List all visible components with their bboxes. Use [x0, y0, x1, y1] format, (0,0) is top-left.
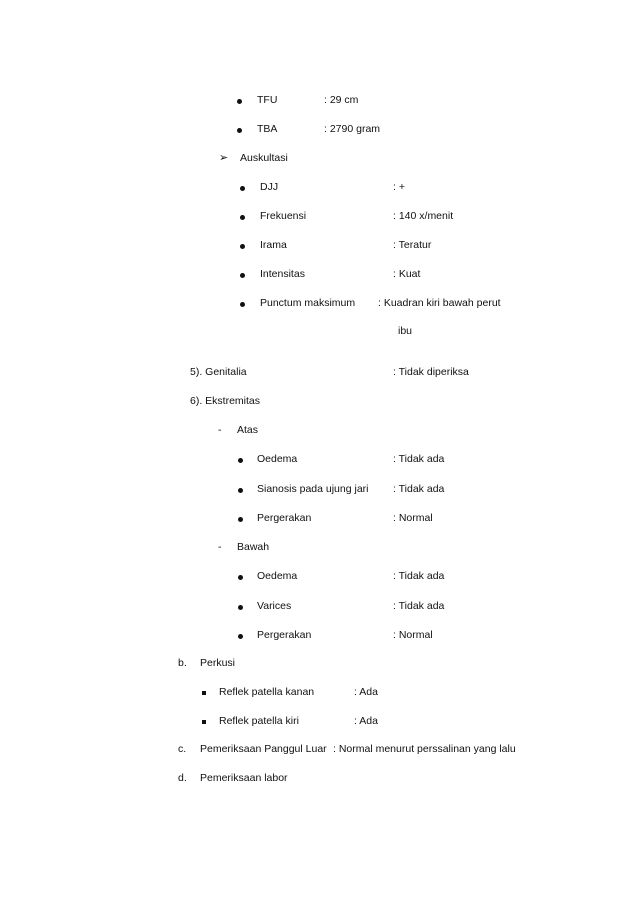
auskultasi-heading: Auskultasi: [240, 152, 288, 164]
patella-kanan-label: Reflek patella kanan: [219, 686, 315, 698]
patella-kiri-label: Reflek patella kiri: [219, 715, 299, 727]
frekuensi-label: Frekuensi: [260, 210, 307, 222]
atas-pergerakan-value: : Normal: [393, 512, 433, 524]
bawah-dash: -: [218, 541, 222, 553]
tba-label: TBA: [257, 123, 278, 135]
arrow-bullet-icon: ➢: [219, 152, 229, 164]
perkusi-label: Perkusi: [200, 657, 236, 669]
bullet-icon: [240, 244, 245, 249]
labor-marker: d.: [178, 772, 187, 784]
punctum-value: : Kuadran kiri bawah perut: [378, 297, 501, 309]
bullet-icon: [238, 634, 243, 639]
punctum-label: Punctum maksimum: [260, 297, 356, 309]
atas-oedema-label: Oedema: [257, 453, 298, 465]
bullet-icon: [238, 488, 243, 493]
varices-value: : Tidak ada: [393, 600, 445, 612]
intensitas-value: : Kuat: [393, 268, 421, 280]
atas-label: Atas: [237, 424, 259, 436]
tba-value: : 2790 gram: [324, 123, 381, 135]
patella-kanan-value: : Ada: [354, 686, 378, 698]
atas-oedema-value: : Tidak ada: [393, 453, 445, 465]
perkusi-marker: b.: [178, 657, 187, 669]
labor-label: Pemeriksaan labor: [200, 772, 288, 784]
irama-label: Irama: [260, 239, 287, 251]
djj-value: : +: [393, 181, 405, 193]
bullet-icon: [238, 458, 243, 463]
bawah-oedema-value: : Tidak ada: [393, 570, 445, 582]
atas-dash: -: [218, 424, 222, 436]
bawah-oedema-label: Oedema: [257, 570, 298, 582]
intensitas-label: Intensitas: [260, 268, 305, 280]
bullet-icon: [240, 273, 245, 278]
bullet-icon: [238, 605, 243, 610]
djj-label: DJJ: [260, 181, 279, 193]
panggul-marker: c.: [178, 743, 187, 755]
sianosis-value: : Tidak ada: [393, 483, 445, 495]
tfu-label: TFU: [257, 94, 278, 106]
panggul-label: Pemeriksaan Panggul Luar: [200, 743, 327, 755]
bullet-icon: [240, 215, 245, 220]
bullet-icon: [240, 186, 245, 191]
frekuensi-value: : 140 x/menit: [393, 210, 454, 222]
patella-kiri-value: : Ada: [354, 715, 378, 727]
irama-value: : Teratur: [393, 239, 432, 251]
genitalia-value: : Tidak diperiksa: [393, 366, 469, 378]
varices-label: Varices: [257, 600, 292, 612]
atas-pergerakan-label: Pergerakan: [257, 512, 312, 524]
sianosis-label: Sianosis pada ujung jari: [257, 483, 369, 495]
bawah-pergerakan-value: : Normal: [393, 629, 433, 641]
panggul-value: : Normal menurut perssalinan yang lalu: [333, 743, 516, 755]
tfu-value: : 29 cm: [324, 94, 359, 106]
punctum-value-cont: ibu: [398, 325, 413, 337]
ekstremitas-label: 6). Ekstremitas: [190, 395, 261, 407]
bullet-icon: [238, 575, 243, 580]
genitalia-label: 5). Genitalia: [190, 366, 247, 378]
square-bullet-icon: [202, 691, 206, 695]
square-bullet-icon: [202, 720, 206, 724]
bawah-label: Bawah: [237, 541, 270, 553]
bawah-pergerakan-label: Pergerakan: [257, 629, 312, 641]
bullet-icon: [238, 517, 243, 522]
bullet-icon: [237, 99, 242, 104]
bullet-icon: [237, 128, 242, 133]
bullet-icon: [240, 302, 245, 307]
